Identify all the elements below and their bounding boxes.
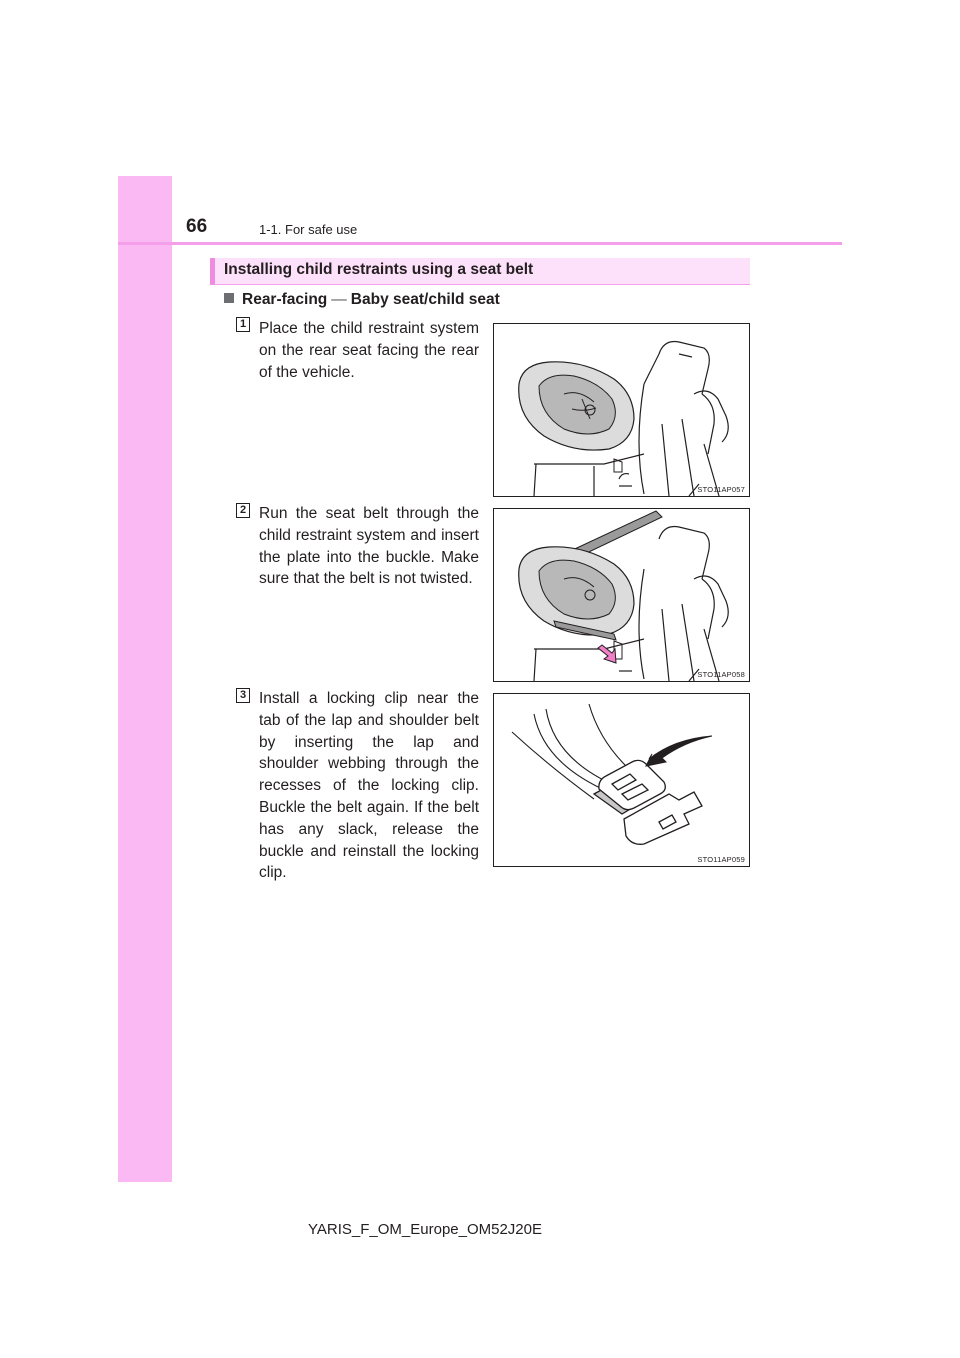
rear-facing-seat-illustration <box>494 324 749 496</box>
document-id: YARIS_F_OM_Europe_OM52J20E <box>308 1221 543 1238</box>
header-rule <box>118 242 842 245</box>
section-heading: Installing child restraints using a seat belt <box>224 261 534 278</box>
sub-heading-dash: — <box>331 291 347 308</box>
locking-clip-illustration <box>494 694 749 866</box>
breadcrumb: 1-1. For safe use <box>259 222 358 237</box>
figure-step-3 <box>493 693 750 867</box>
figure-2-code: STO11AP058 <box>697 670 745 679</box>
sub-heading <box>224 291 500 309</box>
seat-belt-routing-illustration <box>494 509 749 681</box>
step-2-text: Run the seat belt through the child restraint system and insert the plate into the buckle. Make sure that the belt is not twisted. <box>259 505 479 588</box>
sub-heading-part2: Baby seat/child seat <box>350 291 500 308</box>
page-number: 66 <box>186 216 208 237</box>
side-tab-strip <box>118 176 172 1182</box>
section-heading-bar <box>210 258 750 285</box>
sub-heading-part1: Rear-facing <box>242 291 328 308</box>
figure-1-code: STO11AP057 <box>697 485 745 494</box>
figure-3-code: STO11AP059 <box>697 855 745 864</box>
step-3-text: Install a locking clip near the tab of the lap and shoulder belt by inserting the lap and shoulder webbing through the recesses of the locking clip. Buckle the belt again. If the belt has any slack, release the buckle and reinstall the locking clip. <box>259 690 479 882</box>
step-1-text: Place the child restraint system on the rear seat facing the rear of the vehicle. <box>259 320 479 381</box>
step-2-badge: 2 <box>236 503 250 518</box>
step-3-badge: 3 <box>236 688 250 703</box>
figure-step-2 <box>493 508 750 682</box>
figure-step-1 <box>493 323 750 497</box>
step-1-badge: 1 <box>236 317 250 332</box>
square-bullet-icon <box>224 293 234 303</box>
